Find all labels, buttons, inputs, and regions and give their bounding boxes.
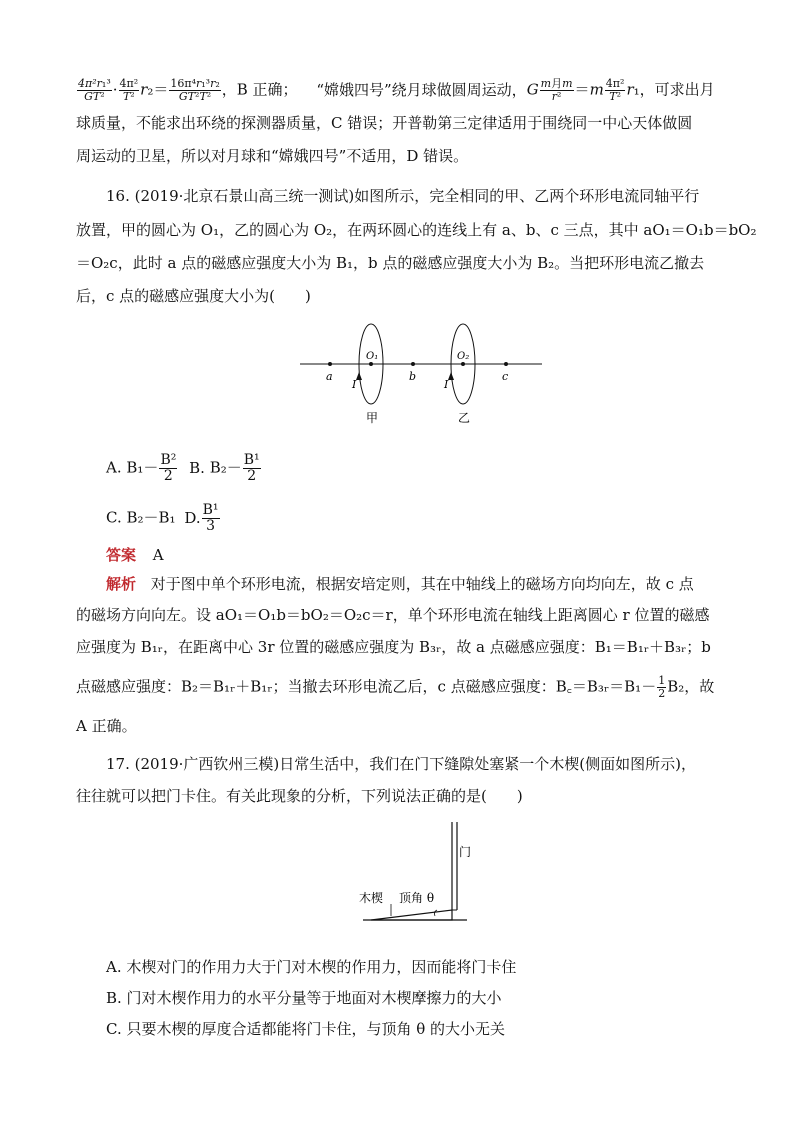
- label-o2: O₂: [457, 351, 470, 362]
- analysis-text-4-pre: 点磁感应强度：B₂＝B₁ᵣ＋B₁ᵣ；当撤去环形电流乙后，c 点磁感应强度：B꜀＝B₃ᵣ＝B₁－: [76, 677, 657, 696]
- analysis-fraction: $\frac{1}{2}$: [658, 674, 666, 700]
- label-c: c: [502, 370, 509, 383]
- q16-option-a-pre: B₁－: [126, 458, 159, 477]
- q16-option-c-d: [106, 503, 221, 534]
- top-line-1-text-a: ，B 正确；: [221, 80, 298, 99]
- q16-option-b-fraction: $\frac{\text{B¹}}{2}$: [243, 452, 260, 484]
- q16-answer: [106, 545, 164, 565]
- analysis-text-1: 对于图中单个环形电流，根据安培定则，其在中轴线上的磁场方向均向左，故 c 点: [150, 575, 694, 593]
- q16-analysis-line-4: [76, 675, 714, 700]
- label-i2: I: [444, 378, 449, 391]
- q16-option-a-label: A.: [106, 458, 122, 477]
- q16-ring-figure: [290, 318, 550, 426]
- label-wedge: 木楔: [359, 891, 384, 905]
- q16-option-d-label: D.: [184, 508, 201, 527]
- q16-option-c: C. B₂－B₁: [106, 508, 176, 527]
- q16-line-2: 放置，甲的圆心为 O₁，乙的圆心为 O₂，在两环圆心的连线上有 a、b、c 三点，其中 aO₁＝O₁b＝bO₂: [76, 221, 757, 239]
- top-line-1: $\frac{\text{4π²r₁³}}{\text{GT²}}$ · $\frac{\text{4π²}}{\text{T²}}$ r₂＝ $\frac{\text{16π⁴r₁³r₂}}{\text{GT²T²}}$ ，B 正确； “嫦娥四号”绕月球做圆周运动，G $\frac{\text{m月m}}{\text{r²}}$ ＝m $\frac{\text{4π²}}{\text{T²}}$ r₁，可求出月: [78, 77, 715, 103]
- label-i1: I: [352, 378, 357, 391]
- top-line-3: 周运动的卫星，所以对月球和“嫦娥四号”不适用，D 错误。: [76, 147, 469, 165]
- point-o1: [369, 362, 373, 366]
- point-c: [504, 362, 508, 366]
- answer-label: 答案: [106, 546, 137, 564]
- label-b: b: [409, 370, 417, 383]
- q17-wedge-figure: [355, 818, 485, 940]
- q16-analysis-line-1: [106, 574, 694, 594]
- current-arrow-2-icon: [448, 372, 454, 380]
- q16-analysis-line-2: 的磁场方向向左。设 aO₁＝O₁b＝bO₂＝O₂c＝r，单个环形电流在轴线上距离圆心 r 位置的磁感: [76, 606, 710, 624]
- q17-option-c: C. 只要木楔的厚度合适都能将门卡住，与顶角 θ 的大小无关: [106, 1020, 506, 1038]
- q16-line-4: 后，c 点的磁感应强度大小为( ): [76, 287, 311, 305]
- q16-option-b-label: B.: [189, 458, 205, 477]
- point-b: [411, 362, 415, 366]
- current-arrow-1-icon: [356, 372, 362, 380]
- label-yi: 乙: [458, 411, 471, 425]
- q16-option-d-fraction: $\frac{\text{B¹}}{3}$: [202, 502, 219, 534]
- top-line-1-mid: ·: [112, 80, 118, 99]
- answer-value: A: [152, 546, 164, 564]
- q17-option-a: A. 木楔对门的作用力大于门对木楔的作用力，因而能将门卡住: [106, 958, 517, 976]
- point-o2: [461, 362, 465, 366]
- q17-line-1: 17. (2019·广西钦州三模)日常生活中，我们在门下缝隙处塞紧一个木楔(侧面如图所示)，: [106, 755, 696, 773]
- q16-line-3: ＝O₂c，此时 a 点的磁感应强度大小为 B₁，b 点的磁感应强度大小为 B₂。当把环形电流乙撤去: [76, 254, 705, 272]
- label-a: a: [326, 370, 333, 383]
- analysis-text-4-post: B₂，故: [667, 677, 715, 696]
- point-a: [328, 362, 332, 366]
- q16-analysis-line-3: 应强度为 B₁ᵣ，在距离中心 3r 位置的磁感应强度为 B₃ᵣ，故 a 点磁感应强度：B₁＝B₁ᵣ＋B₃ᵣ；b: [76, 638, 711, 656]
- fraction-5: $\frac{\text{4π²}}{\text{T²}}$: [605, 77, 625, 103]
- top-line-1-text-b: “嫦娥四号”绕月球做圆周运动，: [316, 80, 527, 99]
- angle-arc-icon: [434, 910, 437, 916]
- label-door: 门: [459, 845, 472, 859]
- q16-option-a: [106, 453, 262, 484]
- top-line-2: 球质量，不能求出环绕的探测器质量，C 错误；开普勒第三定律适用于围绕同一中心天体做圆: [76, 114, 693, 132]
- fraction-1: $\frac{\text{4π²r₁³}}{\text{GT²}}$: [78, 77, 111, 103]
- label-angle: 顶角 θ: [399, 891, 435, 905]
- q16-analysis-line-5: A 正确。: [76, 717, 137, 735]
- q16-line-1: 16. (2019·北京石景山高三统一测试)如图所示，完全相同的甲、乙两个环形电流同轴平行: [106, 187, 700, 205]
- fraction-4: $\frac{\text{m月m}}{\text{r²}}$: [540, 77, 573, 103]
- fraction-2: $\frac{\text{4π²}}{\text{T²}}$: [119, 77, 139, 103]
- label-o1: O₁: [366, 351, 379, 362]
- fraction-3: $\frac{\text{16π⁴r₁³r₂}}{\text{GT²T²}}$: [170, 77, 220, 103]
- label-jia: 甲: [366, 411, 379, 425]
- wedge-shape: [371, 910, 452, 920]
- analysis-label: 解析: [106, 575, 137, 593]
- q17-line-2: 往往就可以把门卡住。有关此现象的分析，下列说法正确的是( ): [76, 787, 523, 805]
- q16-option-a-fraction: $\frac{\text{B²}}{2}$: [160, 452, 177, 484]
- q17-option-b: B. 门对木楔作用力的水平分量等于地面对木楔摩擦力的大小: [106, 989, 502, 1007]
- q16-option-b-pre: B₂－: [209, 458, 242, 477]
- top-line-1-text-c: ，可求出月: [639, 80, 715, 99]
